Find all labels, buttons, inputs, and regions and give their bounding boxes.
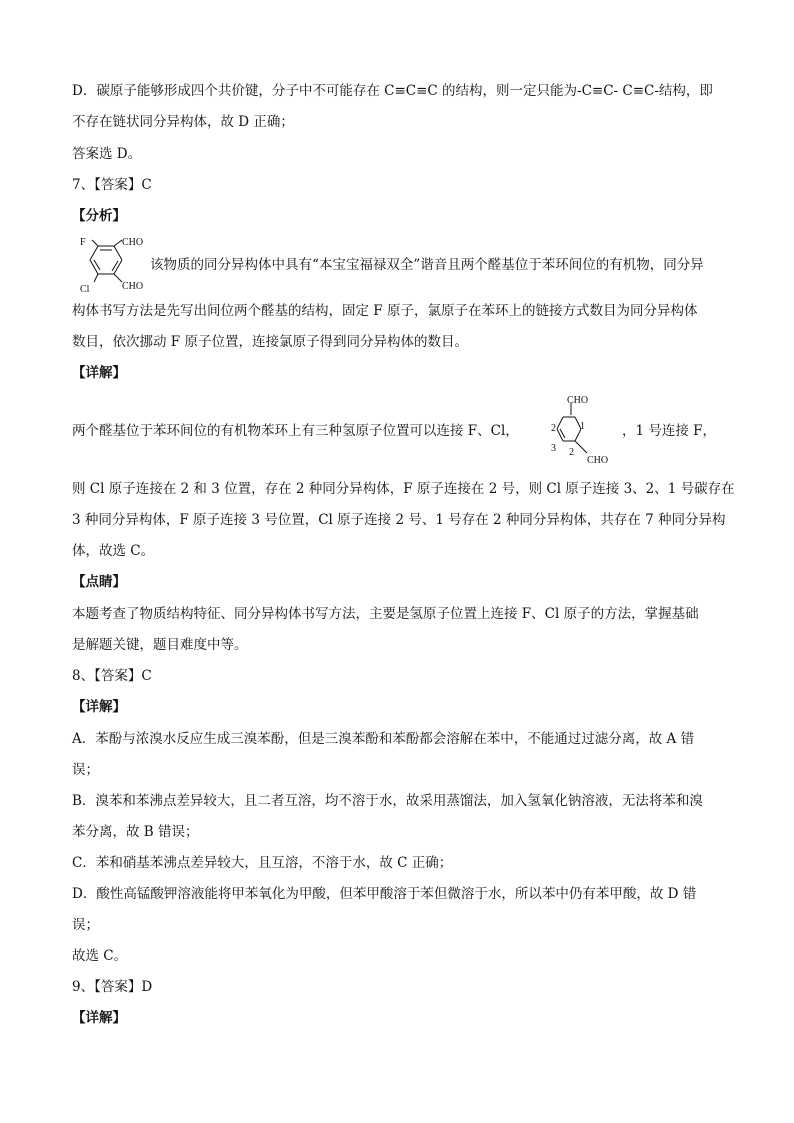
answer-heading: 8、【答案】C: [72, 668, 152, 684]
text-line: 数目，依次挪动 F 原子位置，连接氯原子得到同分异构体的数目。: [72, 334, 468, 350]
aldehyde-label: CHO: [122, 281, 144, 292]
position-number: 2: [551, 423, 556, 434]
text-line: 体，故选 C。: [72, 543, 155, 559]
text-line: 故选 C。: [72, 948, 128, 964]
text-line: 苯分离，故 B 错误；: [72, 824, 199, 840]
text-line: 两个醛基位于苯环间位的有机物苯环上有三种氢原子位置可以连接 F、Cl，: [72, 423, 519, 439]
molecule-structure-2: [545, 393, 625, 465]
position-number: 1: [580, 421, 585, 432]
text-line: D．酸性高锰酸钾溶液能将甲苯氧化为甲酸，但苯甲酸溶于苯但微溶于水，所以苯中仍有苯甲酸，故 D 错: [72, 886, 697, 902]
text-line: B．溴苯和苯沸点差异较大，且二者互溶，均不溶于水，故采用蒸馏法，加入氢氧化钠溶液，无法将苯和溴: [72, 793, 703, 809]
section-heading: 【分析】: [72, 208, 126, 224]
aldehyde-label: CHO: [567, 395, 589, 406]
section-heading: 【详解】: [72, 699, 126, 715]
text-line: 3 种同分异构体，F 原子连接 3 号位置，Cl 原子连接 2 号、1 号存在 2 种同分异构体，共存在 7 种同分异构: [72, 512, 726, 528]
text-line: 构体书写方法是先写出间位两个醛基的结构，固定 F 原子，氯原子在苯环上的链接方式数目为同分异构体: [72, 303, 698, 319]
section-heading: 【详解】: [72, 365, 126, 381]
position-number: 3: [551, 443, 556, 454]
text-line: 误；: [72, 762, 99, 778]
text-line: D．碳原子能够形成四个共价键，分子中不可能存在 C≡C≡C 的结构，则一定只能为-C≡C- C≡C-结构，即: [72, 83, 713, 99]
molecule-structure-1: [72, 232, 152, 294]
chlorine-label: Cl: [80, 284, 90, 294]
text-line: 该物质的同分异构体中具有“本宝宝福禄双全”谐音且两个醛基位于苯环间位的有机物，同分异: [150, 257, 704, 273]
text-line: 答案选 D。: [72, 146, 142, 162]
text-line: 误；: [72, 917, 99, 933]
text-line: ，1 号连接 F，: [622, 423, 717, 439]
text-line: 是解题关键，题目难度中等。: [72, 637, 248, 653]
answer-heading: 7、【答案】C: [72, 177, 152, 193]
aldehyde-label: CHO: [587, 455, 609, 465]
fluorine-label: F: [80, 237, 86, 248]
position-number: 2: [569, 447, 574, 458]
text-line: 不存在链状同分异构体，故 D 正确；: [72, 114, 294, 130]
section-heading: 【点睛】: [72, 574, 126, 590]
text-line: 则 Cl 原子连接在 2 和 3 位置，存在 2 种同分异构体，F 原子连接在 2 号，则 Cl 原子连接 3、2、1 号碳存在: [72, 481, 735, 497]
aldehyde-label: CHO: [122, 237, 144, 248]
section-heading: 【详解】: [72, 1010, 126, 1026]
text-line: C．苯和硝基苯沸点差异较大，且互溶，不溶于水，故 C 正确；: [72, 855, 453, 871]
text-line: 本题考查了物质结构特征、同分异构体书写方法，主要是氢原子位置上连接 F、Cl 原子的方法，掌握基础: [72, 606, 699, 622]
text-line: A．苯酚与浓溴水反应生成三溴苯酚，但是三溴苯酚和苯酚都会溶解在苯中，不能通过过滤分离，故 A 错: [72, 731, 695, 747]
answer-heading: 9、【答案】D: [72, 979, 153, 995]
